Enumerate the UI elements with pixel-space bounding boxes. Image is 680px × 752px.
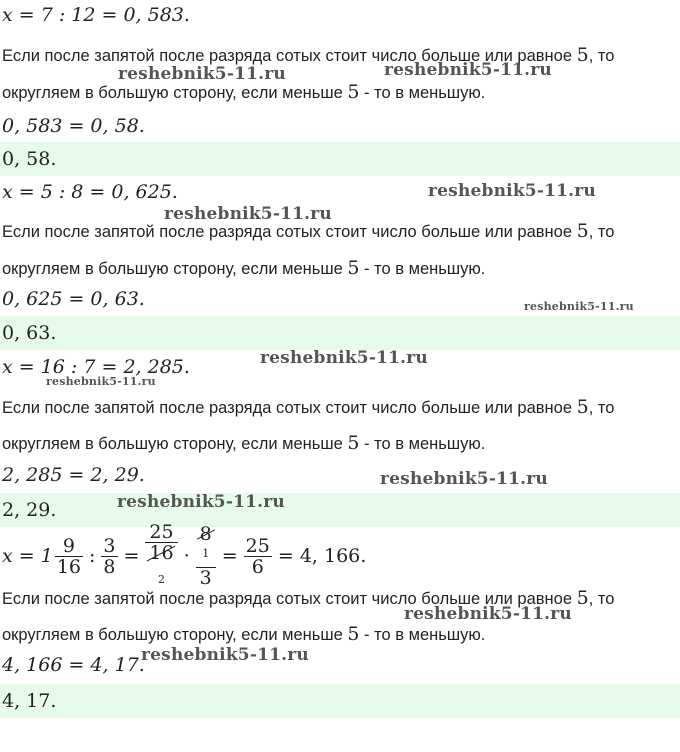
answer-1: 0, 58. [0, 142, 680, 176]
fraction-numerator: 3 [103, 534, 116, 557]
equation-1: x = 7 : 12 = 0, 583. [2, 4, 190, 26]
rule-text-end: , то [588, 47, 615, 65]
answer-2: 0, 63. [0, 316, 680, 350]
watermark: reshebnik5-11.ru [260, 348, 428, 368]
rule-text: Если после запятой после разряда сотых стоит число больше или равное [2, 399, 573, 417]
fraction-numerator: 25 [245, 534, 270, 557]
watermark: reshebnik5-11.ru [118, 64, 286, 84]
rule-number: 5 [576, 220, 589, 242]
watermark: reshebnik5-11.ru [384, 60, 552, 80]
fraction-denominator: 6 [251, 555, 264, 578]
rule-number: 5 [347, 257, 360, 279]
rule-text: округляем в большую сторону, если меньше [2, 626, 343, 644]
rule-text-end: , то [588, 590, 615, 608]
watermark: reshebnik5-11.ru [141, 645, 309, 665]
rule-text-end: - то в меньшую. [359, 626, 486, 644]
rounding-3: 2, 285 = 2, 29. [2, 464, 145, 486]
fraction-3 [145, 522, 177, 590]
fraction-denominator: 8 [103, 555, 116, 578]
cancelled-denominator: 16 [149, 542, 174, 564]
rule-line2-block1 [2, 81, 485, 103]
rounding-4: 4, 166 = 4, 17. [2, 654, 145, 676]
rule-text-end: , то [588, 223, 615, 241]
rule-text-end: - то в меньшую. [359, 260, 486, 278]
rule-text: округляем в большую сторону, если меньше [2, 435, 343, 453]
fraction-4 [196, 524, 216, 588]
rule-line2-block3 [2, 432, 485, 454]
rule-number: 5 [576, 396, 589, 418]
equals-sign: = [123, 545, 140, 567]
equation-3: x = 16 : 7 = 2, 285. [2, 356, 190, 378]
answer-4: 4, 17. [0, 684, 680, 718]
fraction-numerator: 9 [55, 536, 83, 557]
rule-number: 5 [347, 81, 360, 103]
rule-line2-block2 [2, 257, 485, 279]
watermark: reshebnik5-11.ru [380, 469, 548, 489]
watermark: reshebnik5-11.ru [46, 375, 156, 388]
rule-text: Если после запятой после разряда сотых стоит число больше или равное [2, 223, 573, 241]
rule-number: 5 [347, 432, 360, 454]
operator-divide: : [89, 545, 96, 567]
rule-line1-block3 [2, 396, 614, 418]
fraction-numerator: 25 [145, 522, 177, 543]
operator-multiply: · [183, 545, 190, 567]
fraction-1 [55, 536, 83, 577]
fraction-numerator [196, 524, 216, 568]
rounding-1: 0, 583 = 0, 58. [2, 115, 145, 137]
watermark: reshebnik5-11.ru [404, 604, 572, 624]
answer-3: 2, 29. [0, 493, 680, 527]
equation-result: = 4, 166. [277, 545, 367, 567]
watermark: reshebnik5-11.ru [524, 300, 634, 313]
rule-text-end: , то [588, 399, 615, 417]
equation-2: x = 5 : 8 = 0, 625. [2, 181, 178, 203]
equation-4 [2, 521, 367, 589]
reduced-numerator: 1 [202, 547, 210, 560]
rule-text-end: - то в меньшую. [359, 84, 486, 102]
rule-text: округляем в большую сторону, если меньше [2, 260, 343, 278]
watermark: reshebnik5-11.ru [164, 204, 332, 224]
cancelled-numerator: 8 [199, 523, 212, 545]
rounding-2: 0, 625 = 0, 63. [2, 288, 145, 310]
equals-sign: = [221, 545, 238, 567]
fraction-5 [244, 536, 272, 577]
watermark: reshebnik5-11.ru [428, 181, 596, 201]
rule-number: 5 [347, 623, 360, 645]
rule-number: 5 [576, 44, 589, 66]
watermark: reshebnik5-11.ru [117, 492, 285, 512]
mixed-number-whole: x = 1 [2, 545, 53, 567]
fraction-denominator: 3 [199, 567, 212, 589]
fraction-denominator: 16 [56, 555, 81, 578]
rule-text-end: - то в меньшую. [359, 435, 486, 453]
rule-line2-block4 [2, 623, 485, 645]
rule-text: Если после запятой после разряда сотых стоит число больше или равное [2, 590, 573, 608]
rule-number: 5 [576, 587, 589, 609]
rule-text: Если после запятой после разряда сотых стоит число больше или равное [2, 47, 573, 65]
fraction-denominator [145, 543, 177, 590]
reduced-denominator: 2 [158, 573, 166, 586]
rule-text: округляем в большую сторону, если меньше [2, 84, 343, 102]
fraction-2 [101, 536, 117, 577]
